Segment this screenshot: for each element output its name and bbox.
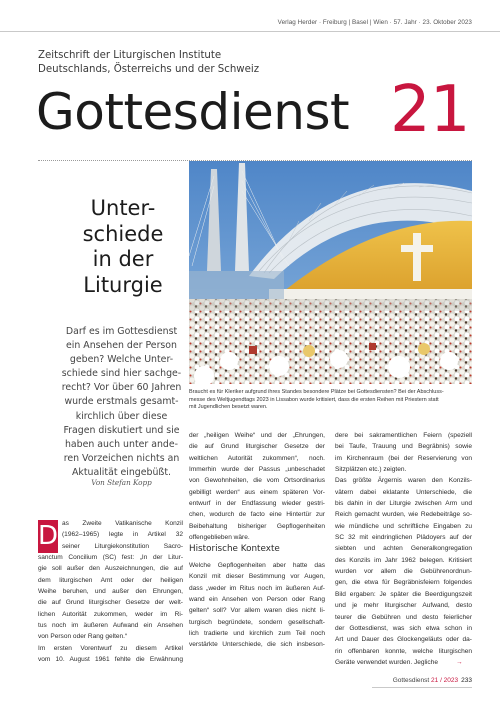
magazine-title: Gottesdienst	[36, 83, 350, 141]
footer-issue: 21 / 2023	[431, 677, 459, 684]
body-line: Art und Dauer des Glockengeläuts oder da-	[335, 636, 472, 644]
body-line: wie mündliche und schriftliche Eingaben zu	[335, 522, 472, 530]
page-number: 233	[461, 677, 472, 684]
body-line: Immerhin wurde der Passus „unbeschadet	[189, 466, 325, 474]
body-line: wand ein Ansehen von Person oder Rang	[189, 596, 325, 604]
headline-line: Unter-	[90, 196, 156, 220]
drop-cap: D	[38, 521, 59, 551]
body-line: die auf Grund liturgischer Gesetze der welt-	[38, 599, 183, 607]
body-line: as Zweite Vatikanische Konzil	[62, 520, 183, 527]
lead-line: ren Vorzeichen nichts an	[63, 452, 180, 464]
lead-line: Aktualität eingebüßt.	[72, 466, 171, 478]
article-headline	[48, 196, 198, 298]
body-column-3	[335, 430, 472, 668]
article-lead	[42, 325, 201, 480]
issue-number: 21	[390, 73, 470, 147]
body-line: turgisch begründete, sondern gesellschaft-	[189, 618, 325, 626]
body-line: weltlichen Autorität zukommen“, noch.	[189, 454, 325, 462]
body-column-2	[189, 430, 325, 543]
footer-magazine: Gottesdienst	[392, 677, 430, 684]
body-line: lichen Autorität zukommen, weder im Ri-	[38, 610, 183, 618]
lead-line: schiede sind hier sachge-	[61, 368, 182, 380]
body-line: lich tradierte und kirchlich zum Teil noch	[189, 630, 325, 638]
body-line: Das größte Ärgernis waren den Konzils-	[335, 477, 472, 485]
body-line-text: Geräte verwendet wurden. Jegliche	[335, 658, 438, 666]
body-line: seiner Liturgiekonstitution Sacro-	[62, 542, 183, 550]
publisher-line: Verlag Herder · Freiburg | Basel | Wien · 57. Jahr · 23. Oktober 2023	[277, 19, 472, 26]
lead-line: haben auch unter ande-	[64, 438, 179, 450]
body-line: und je mehr liturgischer Aufwand, desto	[335, 602, 472, 610]
body-line: rin offenbaren konnte, welche liturgischen	[335, 647, 472, 655]
body-line: vätern dabei eklatante Unterschiede, die	[335, 488, 472, 496]
lead-line: recht? Vor über 60 Jahren	[61, 382, 182, 394]
lead-line: Fragen diskutiert und sie	[63, 424, 180, 436]
body-line: teurer die Gebühren und desto feierlicher	[335, 613, 472, 621]
body-line: tus noch im äußeren Aufwand ein Ansehen	[38, 622, 183, 630]
body-line: der „heiligen Weihe“ und der „Ehrungen,	[189, 432, 325, 439]
body-line: Welche Gepflogenheiten aber hatte das	[189, 562, 325, 569]
body-line: der Gottesdienst, was sich etwa schon in	[335, 624, 472, 632]
lead-line: geben? Welche Unter-	[69, 354, 174, 366]
caption-line: mit Jugendlichen besetzt waren.	[189, 404, 268, 411]
body-line: Konzil mit dieser Bestimmung vor Augen,	[189, 573, 325, 581]
body-line: entwurf in der Endfassung wieder gestri-	[189, 500, 325, 508]
caption-line: Braucht es für Kleriker aufgrund ihres Standes besondere Plätze bei Gottesdiensten? Bei der Abschluss-	[189, 389, 444, 395]
section-heading: Historische Kontexte	[189, 544, 280, 554]
footer-rule	[372, 687, 472, 688]
lead-line: wurde erstmals gesamt-	[64, 396, 179, 408]
article-photo	[189, 161, 472, 384]
body-line: des Konzils im Jahr 1962 belegen. Kritisiert	[335, 556, 472, 564]
journal-subtitle	[38, 49, 259, 77]
top-rule	[0, 31, 500, 32]
body-line: dem liturgischen Amt oder der heiligen	[38, 576, 183, 584]
headline-line: schiede	[82, 221, 164, 246]
headline-line: Liturgie	[83, 272, 163, 297]
body-line: gie soll außer den Auszeichnungen, die auf	[38, 565, 183, 573]
body-line: von Person oder Rang gelten.“	[38, 633, 128, 641]
body-line: vom 10. August 1961 fehlte die Erwähnung	[38, 656, 183, 664]
body-line: dass „weder im Ritus noch im äußeren Auf-	[189, 584, 325, 592]
lead-line: ein Ansehen der Person	[66, 340, 177, 352]
body-line: von Gewohnheiten, die vom Ortsordinarius	[189, 477, 325, 485]
body-line: (1962–1965) legte in Artikel 32	[62, 531, 183, 539]
body-line: offengeblieben wäre.	[189, 534, 250, 542]
body-line: Sitzplätzen etc.) zeigten.	[335, 466, 407, 474]
photo-caption	[189, 389, 472, 412]
body-line: im Kirchenraum (bei der Reservierung von	[335, 454, 472, 462]
headline-line: in der	[92, 247, 154, 271]
body-line: gelten“ soll? Vor allem waren dies nicht li-	[189, 607, 325, 615]
lead-line: kirchlich über diese	[75, 410, 168, 422]
body-line: SC 32 mit eindringlichen Plädoyers auf der	[335, 534, 472, 542]
page-footer	[372, 677, 472, 684]
body-line: Im ersten Vorentwurf zu diesem Artikel	[38, 644, 183, 652]
body-line: dere bei sakramentlichen Feiern (speziell	[335, 432, 472, 439]
body-line: sanctum Concilium (SC) fest: „In der Litur-	[38, 554, 183, 562]
body-column-2-continued	[189, 560, 325, 651]
body-line: siebten und achten Generalkongregation	[335, 545, 472, 553]
subtitle-line: Zeitschrift der Liturgischen Institute	[38, 50, 222, 61]
body-line: Bild ergaben: Je später die Beerdigungszeit	[335, 590, 472, 598]
body-line-final	[335, 657, 472, 668]
body-line: die auf Grund liturgischer Gesetze der	[189, 443, 325, 451]
body-line: bei Taufe, Trauung und Begräbnis) sowie	[335, 443, 472, 451]
subtitle-line: Deutschlands, Österreichs und der Schweiz	[38, 64, 260, 75]
body-line: verstärkte Unterschiede, die sich insbeson-	[189, 641, 325, 649]
byline: Von Stefan Kopp	[91, 478, 152, 487]
body-line: gebilligt werden“ aus einem späteren Vor-	[189, 488, 325, 496]
body-line: gen, die etwa für Begräbnisfeiern folgendes	[335, 579, 472, 587]
body-line: Reich gemacht wurden, wie Redebeiträge so-	[335, 511, 472, 519]
body-line: bis dahin in der Liturgie zwischen Arm und	[335, 500, 472, 508]
body-line: Beibehaltung bisheriger Gepflogenheiten	[189, 522, 325, 530]
body-line: Weihe beruhen, und außer den Ehrungen,	[38, 588, 183, 596]
body-column-1	[38, 518, 183, 665]
continue-arrow-icon: →	[456, 658, 463, 666]
caption-line: messe des Weltjugendtags 2023 in Lissabon wurde kritisiert, dass die ersten Reihen mit Priestern statt	[189, 396, 439, 403]
lead-line: Darf es im Gottesdienst	[65, 326, 178, 337]
body-line: wurden vor allem die Gebührenordnun-	[335, 568, 472, 576]
body-line: chen, wodurch de facto eine Hintertür zur	[189, 511, 325, 519]
